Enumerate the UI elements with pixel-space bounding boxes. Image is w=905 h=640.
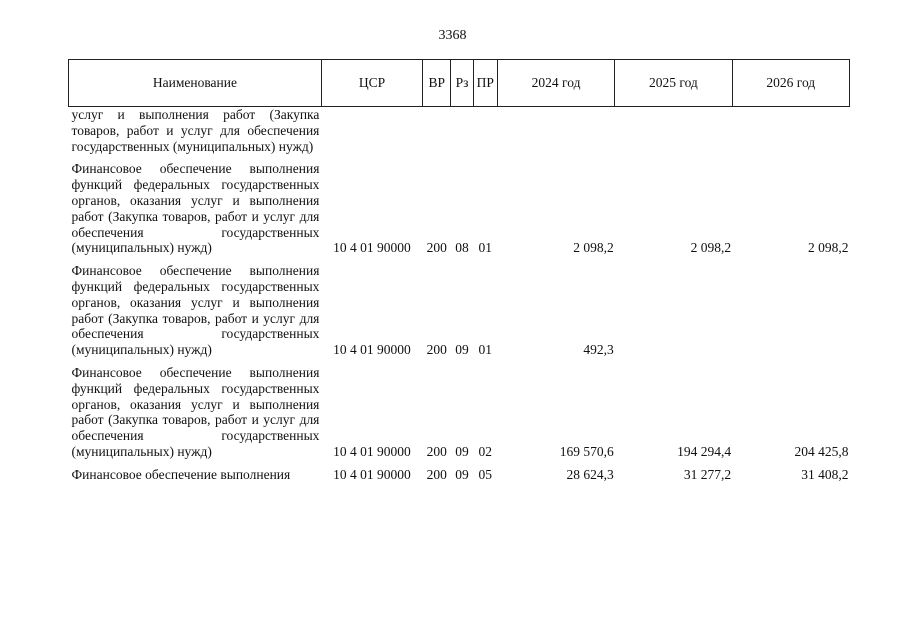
row-name: Финансовое обеспечение выполнения функций федеральных государственных органов, оказания услуг и выполнения работ (Закупка товаров, работ и услуг для обеспечения государственных (муниципальных) нужд) [71,161,320,256]
row-2025: 31 277,2 [683,466,732,482]
table-row [69,107,850,155]
header-2024: 2024 год [497,60,614,107]
row-vr: 200 [426,466,447,482]
row-vr: 200 [426,443,447,459]
row-pr: 05 [478,466,492,482]
budget-table [68,59,850,483]
row-vr [423,107,451,155]
row-csr: 10 4 01 90000 [333,443,411,459]
table-row [69,154,850,256]
row-name: Финансовое обеспечение выполнения функций федеральных государственных органов, оказания услуг и выполнения работ (Закупка товаров, работ и услуг для обеспечения государственных (муниципальных) нужд) [71,364,320,459]
row-2026 [732,256,849,358]
row-pr [473,107,497,155]
row-2026 [732,107,849,155]
table-row [69,256,850,358]
header-pr: ПР [473,60,497,107]
row-2025 [615,256,732,358]
row-rz: 09 [455,443,469,459]
header-name: Наименование [69,60,322,107]
row-2026: 31 408,2 [801,466,849,482]
header-rz: Рз [451,60,473,107]
row-2024: 169 570,6 [559,443,614,459]
table-row [69,358,850,460]
page-number: 3368 [438,28,467,43]
row-csr [321,107,422,155]
row-2026: 204 425,8 [794,443,849,459]
row-2025: 194 294,4 [677,443,732,459]
row-pr: 01 [478,240,492,256]
row-2024: 28 624,3 [566,466,614,482]
row-rz: 08 [455,240,469,256]
row-2025 [615,107,732,155]
header-vr: ВР [423,60,451,107]
row-pr: 02 [478,443,492,459]
table-header-row [69,60,850,107]
row-rz [451,107,473,155]
header-2025: 2025 год [615,60,732,107]
header-csr: ЦСР [321,60,422,107]
row-2024 [497,107,614,155]
table-row [69,460,850,483]
row-csr: 10 4 01 90000 [333,240,411,256]
row-vr: 200 [426,240,447,256]
row-2024: 492,3 [583,342,614,358]
row-name: Финансовое обеспечение выполнения [71,466,291,482]
row-rz: 09 [455,342,469,358]
header-2026: 2026 год [732,60,849,107]
row-pr: 01 [478,342,492,358]
row-2026: 2 098,2 [808,240,849,256]
row-name: Финансовое обеспечение выполнения функций федеральных государственных органов, оказания услуг и выполнения работ (Закупка товаров, работ и услуг для обеспечения государственных (муниципальных) нужд) [71,263,320,358]
row-rz: 09 [455,466,469,482]
row-csr: 10 4 01 90000 [333,342,411,358]
row-vr: 200 [426,342,447,358]
row-csr: 10 4 01 90000 [333,466,411,482]
row-2025: 2 098,2 [690,240,732,256]
row-2024: 2 098,2 [573,240,614,256]
row-name: услуг и выполнения работ (Закупка товаров, работ и услуг для обеспечения государственных (муниципальных) нужд) [71,107,320,154]
